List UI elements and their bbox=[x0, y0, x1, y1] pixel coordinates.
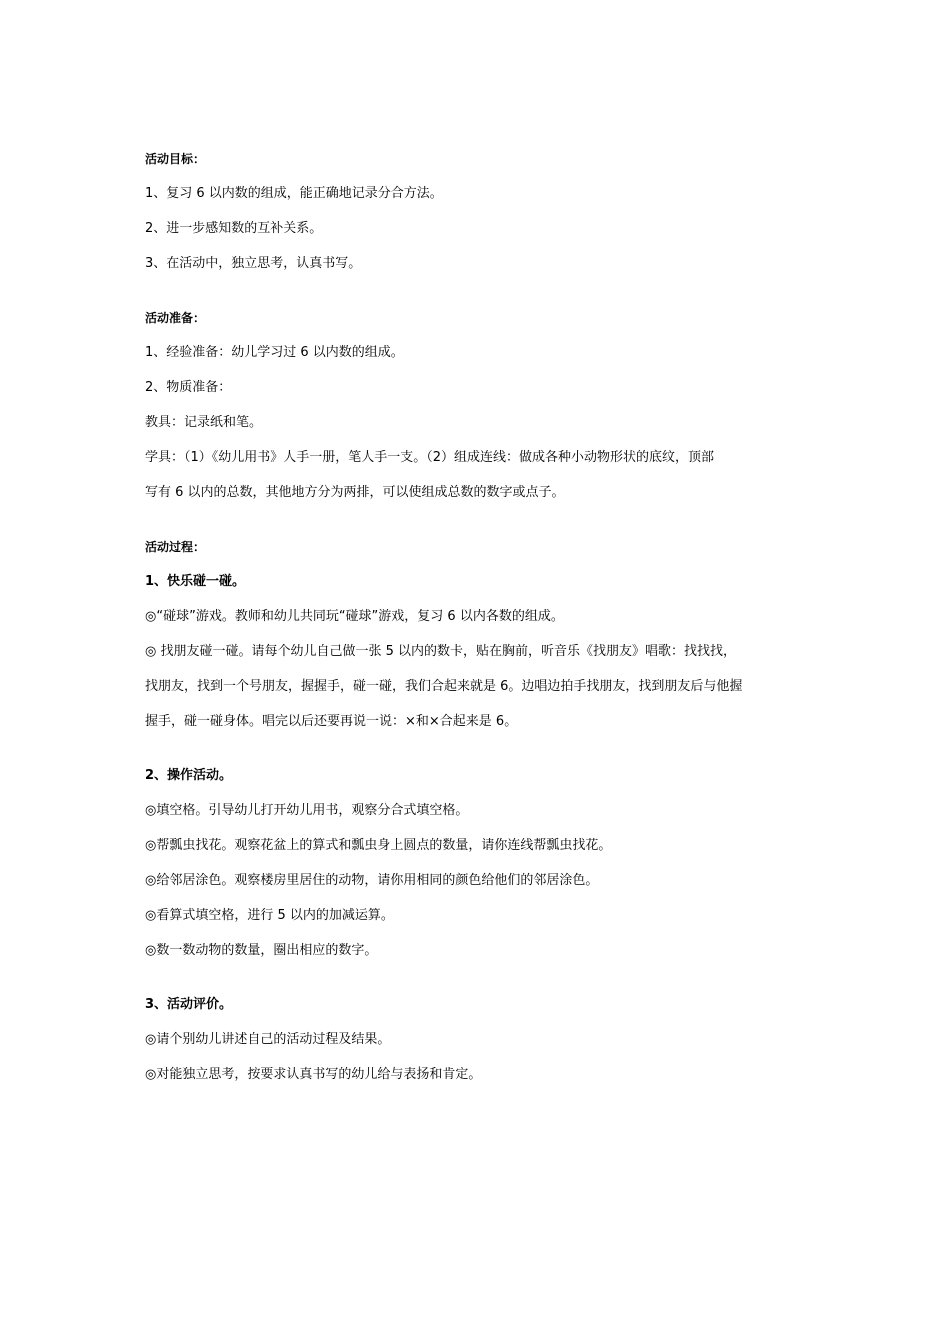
process-heading: 活动过程： bbox=[145, 540, 206, 554]
step2-line-5: ◎数一数动物的数量，圈出相应的数字。 bbox=[145, 943, 378, 958]
goals-item-2: 2、进一步感知数的互补关系。 bbox=[145, 221, 323, 236]
goals-item-1: 1、复习 6 以内数的组成，能正确地记录分合方法。 bbox=[145, 186, 443, 201]
step2-line-1: ◎填空格。引导幼儿打开幼儿用书，观察分合式填空格。 bbox=[145, 803, 469, 818]
preparation-item-2: 2、物质准备： bbox=[145, 380, 232, 395]
preparation-item-5: 写有 6 以内的总数，其他地方分为两排，可以使组成总数的数字或点子。 bbox=[145, 485, 565, 500]
step1-line-3: 找朋友，找到一个号朋友，握握手，碰一碰，我们合起来就是 6。边唱边拍手找朋友，找到朋友后与他握 bbox=[145, 679, 743, 694]
step1-line-2: ◎ 找朋友碰一碰。请每个幼儿自己做一张 5 以内的数卡，贴在胸前，听音乐《找朋友》唱歌：找找找， bbox=[145, 644, 737, 659]
preparation-item-3: 教具：记录纸和笔。 bbox=[145, 415, 263, 430]
preparation-item-4: 学具：（1）《幼儿用书》人手一册，笔人手一支。（2）组成连线：做成各种小动物形状的底纹，顶部 bbox=[145, 450, 715, 465]
preparation-item-1: 1、经验准备：幼儿学习过 6 以内数的组成。 bbox=[145, 345, 404, 360]
step3-line-2: ◎对能独立思考，按要求认真书写的幼儿给与表扬和肯定。 bbox=[145, 1067, 482, 1082]
preparation-heading: 活动准备： bbox=[145, 311, 206, 325]
step3-line-1: ◎请个别幼儿讲述自己的活动过程及结果。 bbox=[145, 1032, 391, 1047]
step1-title: 1、快乐碰一碰。 bbox=[145, 574, 246, 589]
step2-line-4: ◎看算式填空格，进行 5 以内的加减运算。 bbox=[145, 908, 394, 923]
goals-heading: 活动目标： bbox=[145, 152, 206, 166]
goals-item-3: 3、在活动中，独立思考，认真书写。 bbox=[145, 256, 362, 271]
step2-line-3: ◎给邻居涂色。观察楼房里居住的动物，请你用相同的颜色给他们的邻居涂色。 bbox=[145, 873, 599, 888]
step3-title: 3、活动评价。 bbox=[145, 997, 233, 1012]
step1-line-4: 握手，碰一碰身体。唱完以后还要再说一说：×和×合起来是 6。 bbox=[145, 714, 518, 729]
step1-line-1: ◎“碰球”游戏。教师和幼儿共同玩“碰球”游戏，复习 6 以内各数的组成。 bbox=[145, 609, 564, 624]
step2-title: 2、操作活动。 bbox=[145, 768, 233, 783]
step2-line-2: ◎帮瓢虫找花。观察花盆上的算式和瓢虫身上圆点的数量，请你连线帮瓢虫找花。 bbox=[145, 838, 612, 853]
